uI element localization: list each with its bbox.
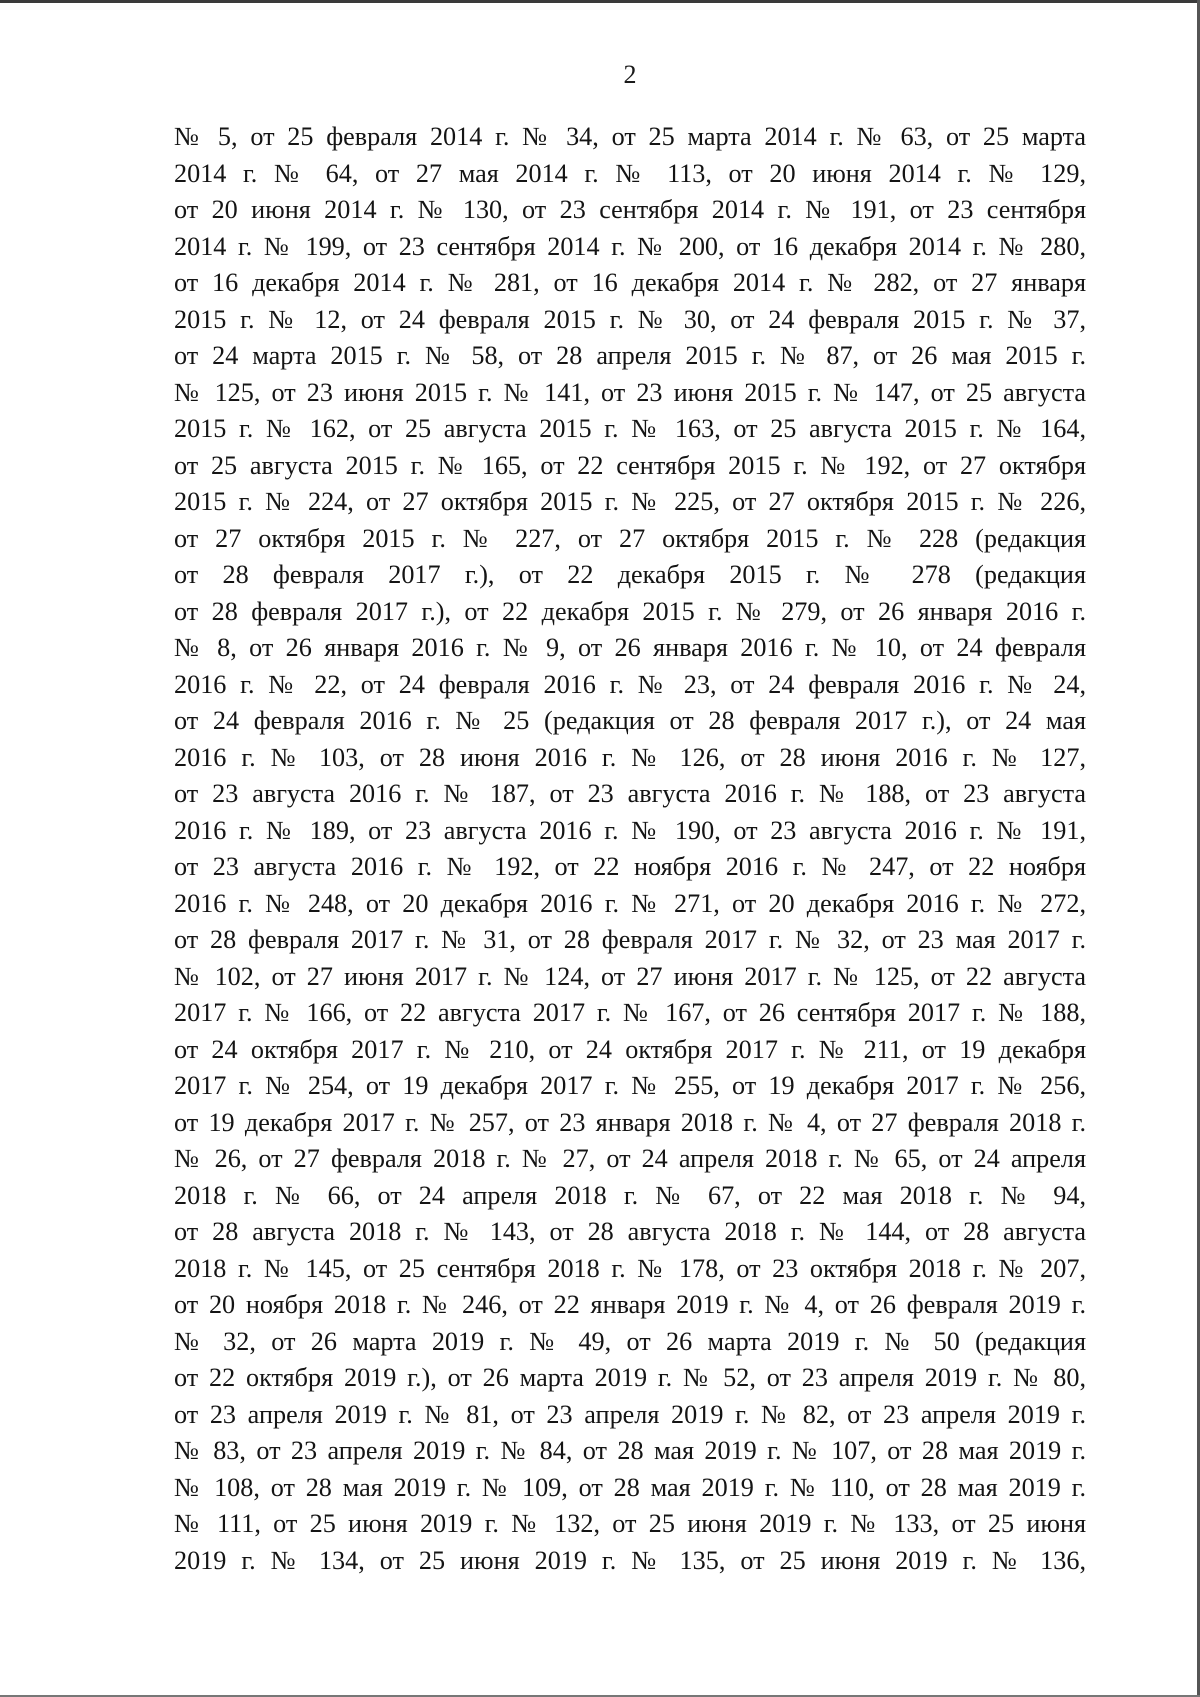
- scan-border-top: [0, 0, 1200, 3]
- text-line: № 8, от 26 января 2016 г. № 9, от 26 января 2016 г. № 10, от 24 февраля: [174, 633, 1086, 662]
- document-body: [174, 119, 1086, 1579]
- text-line: от 23 августа 2016 г. № 187, от 23 августа 2016 г. № 188, от 23 августа: [174, 779, 1086, 808]
- text-line: от 20 июня 2014 г. № 130, от 23 сентября 2014 г. № 191, от 23 сентября: [174, 195, 1086, 224]
- text-line: от 27 октября 2015 г. № 227, от 27 октября 2015 г. № 228 (редакция: [174, 523, 1086, 553]
- text-line: № 125, от 23 июня 2015 г. № 141, от 23 июня 2015 г. № 147, от 25 августа: [174, 377, 1086, 407]
- text-line: 2017 г. № 254, от 19 декабря 2017 г. № 255, от 19 декабря 2017 г. № 256,: [174, 1071, 1086, 1100]
- text-line: 2016 г. № 103, от 28 июня 2016 г. № 126, от 28 июня 2016 г. № 127,: [174, 742, 1086, 772]
- text-line: 2019 г. № 134, от 25 июня 2019 г. № 135, от 25 июня 2019 г. № 136,: [174, 1545, 1086, 1575]
- text-line: 2016 г. № 248, от 20 декабря 2016 г. № 271, от 20 декабря 2016 г. № 272,: [174, 888, 1086, 918]
- text-line: 2017 г. № 166, от 22 августа 2017 г. № 167, от 26 сентября 2017 г. № 188,: [174, 998, 1086, 1027]
- text-line: 2016 г. № 189, от 23 августа 2016 г. № 190, от 23 августа 2016 г. № 191,: [174, 815, 1086, 845]
- text-line: от 28 февраля 2017 г.), от 22 декабря 2015 г. № 279, от 26 января 2016 г.: [174, 596, 1086, 626]
- page-number: 2: [623, 60, 637, 89]
- text-line: 2016 г. № 22, от 24 февраля 2016 г. № 23, от 24 февраля 2016 г. № 24,: [174, 669, 1086, 699]
- text-line: от 19 декабря 2017 г. № 257, от 23 января 2018 г. № 4, от 27 февраля 2018 г.: [174, 1107, 1086, 1137]
- text-line: 2014 г. № 64, от 27 мая 2014 г. № 113, от 20 июня 2014 г. № 129,: [174, 158, 1086, 188]
- text-line: от 20 ноября 2018 г. № 246, от 22 января 2019 г. № 4, от 26 февраля 2019 г.: [174, 1290, 1086, 1319]
- text-line: от 28 февраля 2017 г.), от 22 декабря 2015 г. № 278 (редакция: [174, 560, 1086, 589]
- text-line: № 111, от 25 июня 2019 г. № 132, от 25 июня 2019 г. № 133, от 25 июня: [174, 1509, 1086, 1538]
- text-line: от 28 февраля 2017 г. № 31, от 28 февраля 2017 г. № 32, от 23 мая 2017 г.: [174, 925, 1086, 954]
- text-line: № 26, от 27 февраля 2018 г. № 27, от 24 апреля 2018 г. № 65, от 24 апреля: [174, 1144, 1086, 1173]
- text-line: 2015 г. № 162, от 25 августа 2015 г. № 163, от 25 августа 2015 г. № 164,: [174, 414, 1086, 443]
- text-line: № 5, от 25 февраля 2014 г. № 34, от 25 марта 2014 г. № 63, от 25 марта: [174, 122, 1086, 151]
- text-line: от 25 августа 2015 г. № 165, от 22 сентября 2015 г. № 192, от 27 октября: [174, 450, 1086, 480]
- text-line: от 16 декабря 2014 г. № 281, от 16 декабря 2014 г. № 282, от 27 января: [174, 268, 1086, 297]
- text-line: № 108, от 28 мая 2019 г. № 109, от 28 мая 2019 г. № 110, от 28 мая 2019 г.: [174, 1472, 1086, 1502]
- text-line: от 23 апреля 2019 г. № 81, от 23 апреля 2019 г. № 82, от 23 апреля 2019 г.: [174, 1399, 1086, 1429]
- text-line: 2015 г. № 12, от 24 февраля 2015 г. № 30, от 24 февраля 2015 г. № 37,: [174, 304, 1086, 334]
- text-line: от 24 марта 2015 г. № 58, от 28 апреля 2015 г. № 87, от 26 мая 2015 г.: [174, 341, 1086, 370]
- text-line: 2014 г. № 199, от 23 сентября 2014 г. № 200, от 16 декабря 2014 г. № 280,: [174, 231, 1086, 261]
- text-line: от 24 февраля 2016 г. № 25 (редакция от 28 февраля 2017 г.), от 24 мая: [174, 706, 1086, 735]
- text-line: № 102, от 27 июня 2017 г. № 124, от 27 июня 2017 г. № 125, от 22 августа: [174, 961, 1086, 991]
- text-line: от 24 октября 2017 г. № 210, от 24 октября 2017 г. № 211, от 19 декабря: [174, 1034, 1086, 1064]
- text-line: 2018 г. № 145, от 25 сентября 2018 г. № 178, от 23 октября 2018 г. № 207,: [174, 1253, 1086, 1283]
- text-line: 2015 г. № 224, от 27 октября 2015 г. № 225, от 27 октября 2015 г. № 226,: [174, 487, 1086, 516]
- text-line: от 23 августа 2016 г. № 192, от 22 ноября 2016 г. № 247, от 22 ноября: [174, 852, 1086, 881]
- text-line: № 32, от 26 марта 2019 г. № 49, от 26 марта 2019 г. № 50 (редакция: [174, 1326, 1086, 1356]
- text-line: от 22 октября 2019 г.), от 26 марта 2019 г. № 52, от 23 апреля 2019 г. № 80,: [174, 1363, 1086, 1392]
- text-line: 2018 г. № 66, от 24 апреля 2018 г. № 67, от 22 мая 2018 г. № 94,: [174, 1180, 1086, 1210]
- text-line: от 28 августа 2018 г. № 143, от 28 августа 2018 г. № 144, от 28 августа: [174, 1217, 1086, 1246]
- text-line: № 83, от 23 апреля 2019 г. № 84, от 28 мая 2019 г. № 107, от 28 мая 2019 г.: [174, 1436, 1086, 1465]
